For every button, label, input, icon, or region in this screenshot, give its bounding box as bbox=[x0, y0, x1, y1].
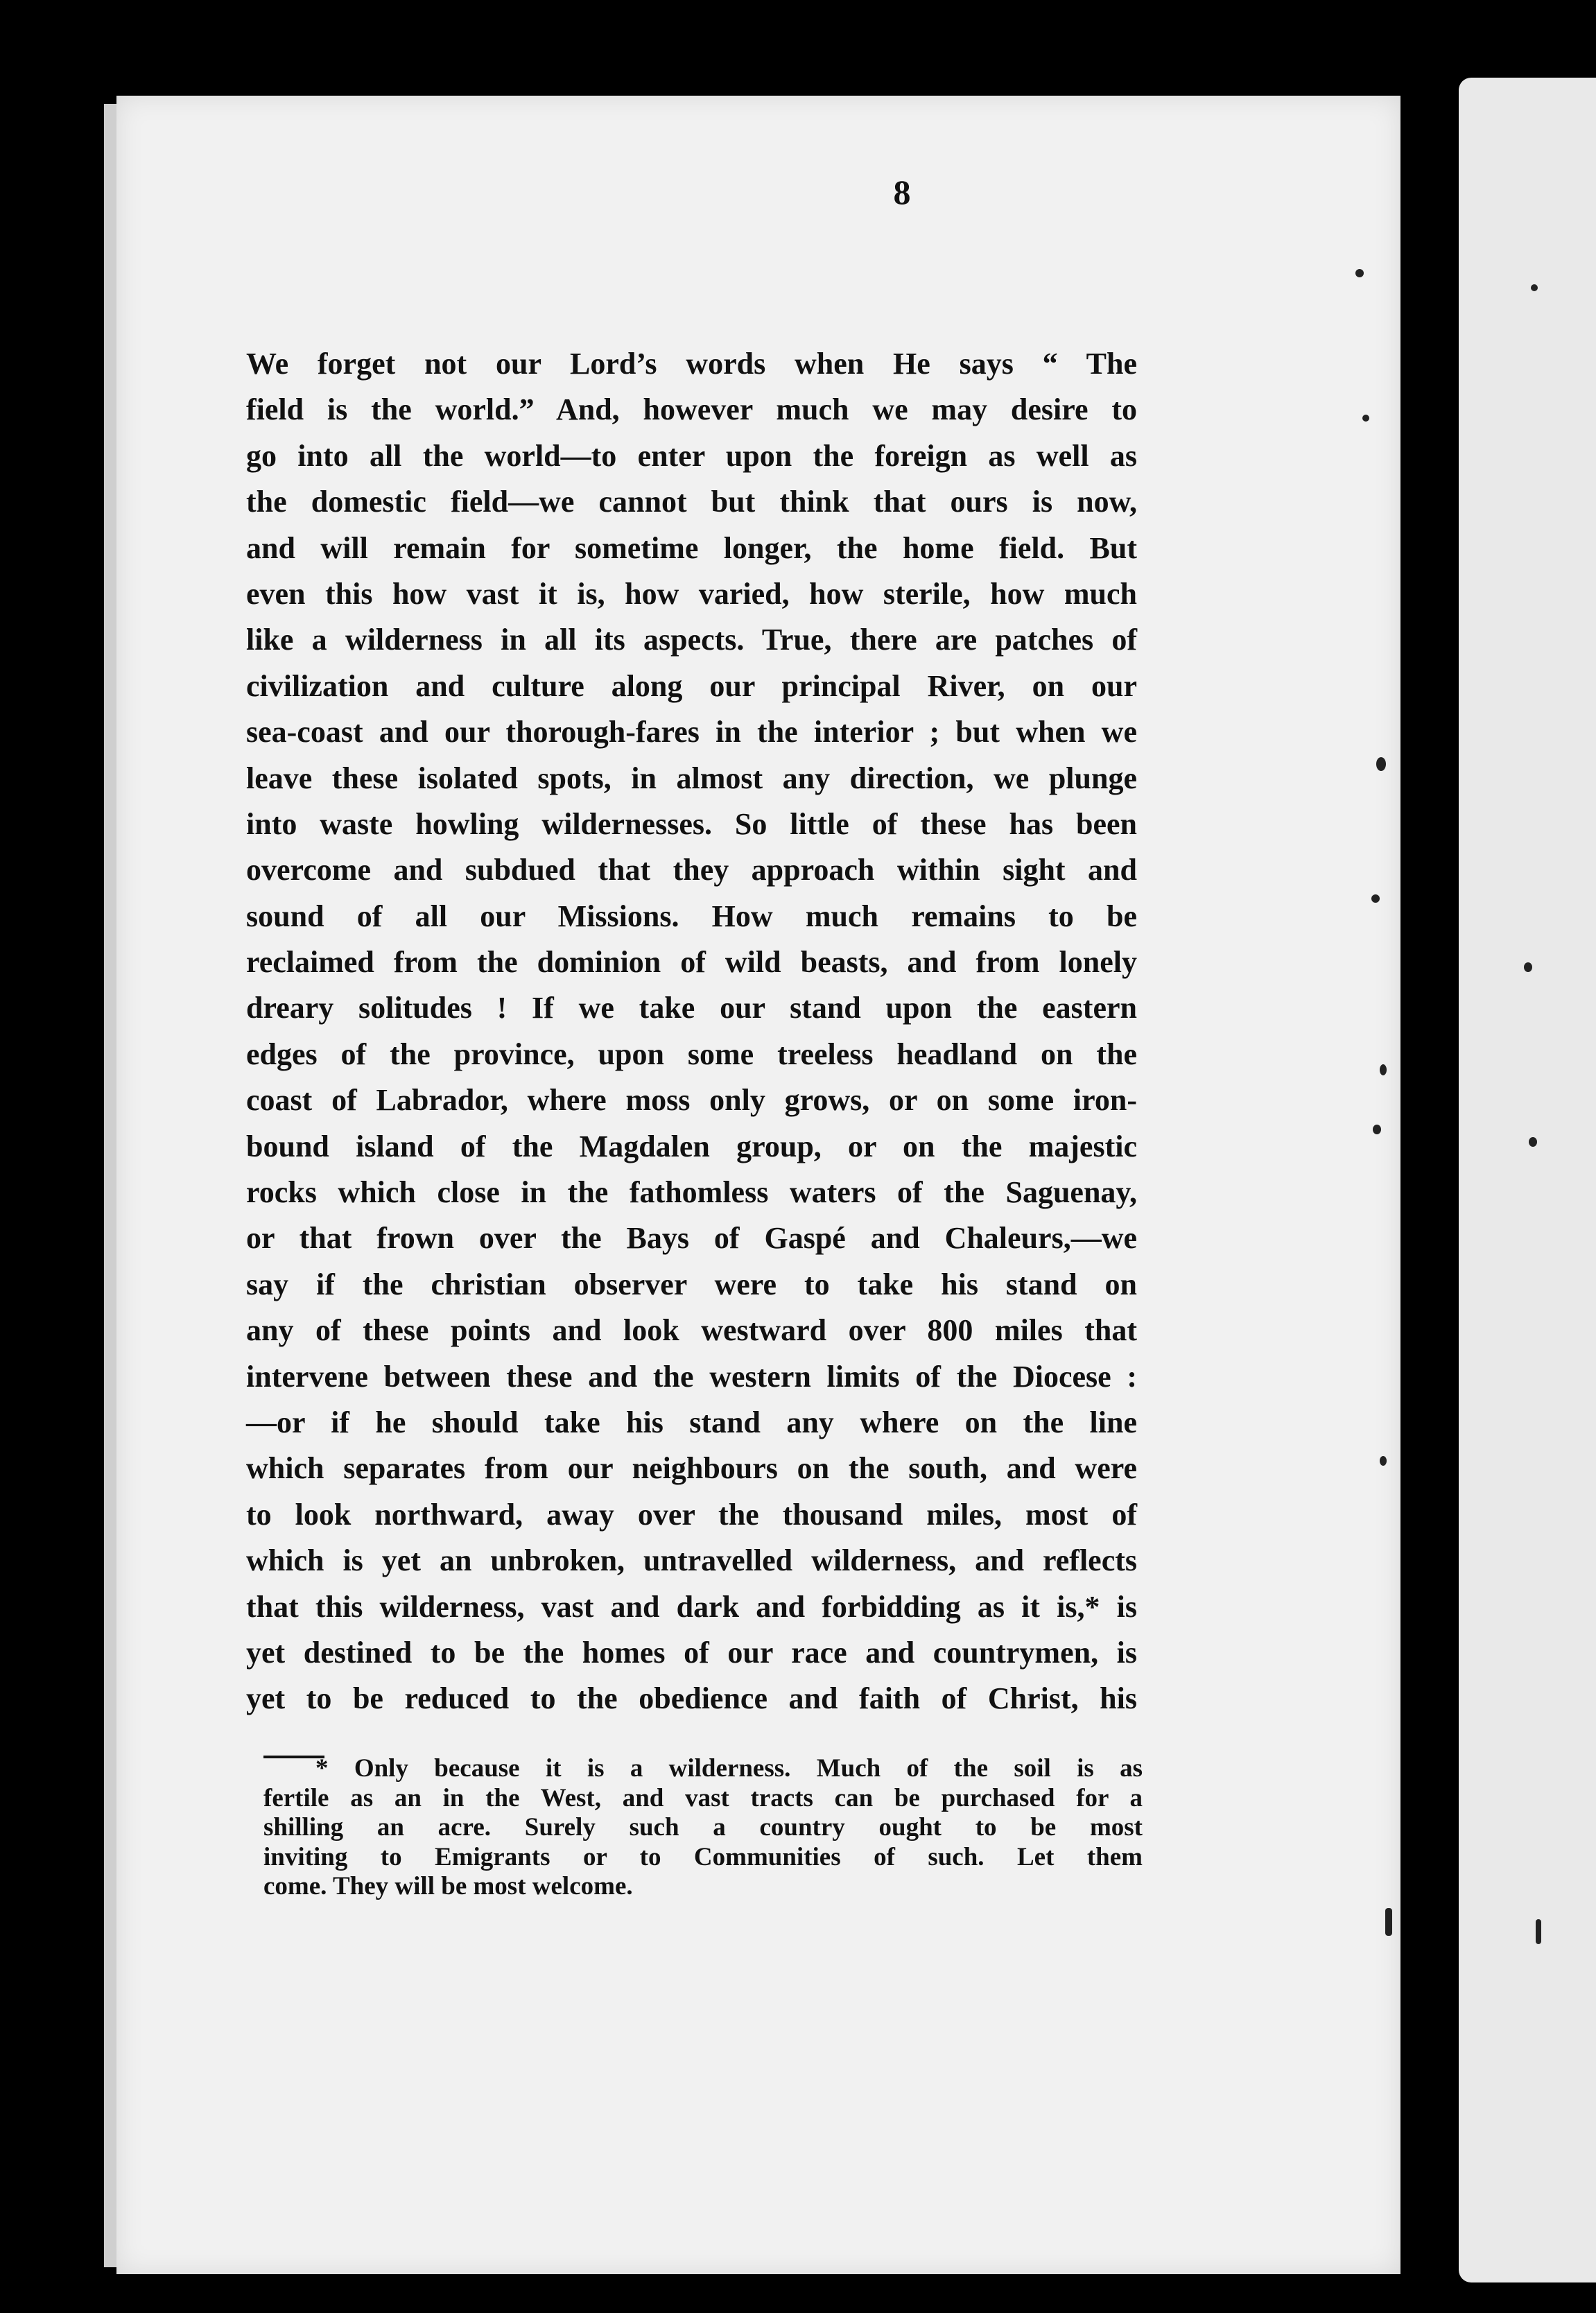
body-line: sound of all our Missions. How much remains to be bbox=[246, 899, 1137, 933]
body-line: civilization and culture along our principal River, on our bbox=[246, 668, 1137, 703]
body-line: that this wilderness, vast and dark and forbidding as it is,* is bbox=[246, 1589, 1137, 1624]
body-line: We forget not our Lord’s words when He says “ The bbox=[246, 347, 1137, 381]
body-line: rocks which close in the fathomless waters of the Saguenay, bbox=[246, 1175, 1137, 1210]
scan-speck bbox=[1524, 962, 1532, 972]
scan-speck bbox=[1362, 415, 1369, 422]
body-line: and will remain for sometime longer, the home field. But bbox=[246, 530, 1137, 565]
body-line: coast of Labrador, where moss only grows, or on some iron- bbox=[246, 1083, 1137, 1118]
body-line: yet to be reduced to the obedience and faith of Christ, his bbox=[246, 1681, 1137, 1716]
scan-speck bbox=[1531, 284, 1538, 291]
footnote-line: come. They will be most welcome. bbox=[263, 1872, 633, 1901]
body-line: like a wilderness in all its aspects. True, there are patches of bbox=[246, 623, 1137, 657]
body-line: which is yet an unbroken, untravelled wilderness, and reflects bbox=[246, 1543, 1137, 1578]
body-text bbox=[246, 341, 1137, 1722]
scan-speck bbox=[1380, 1456, 1387, 1466]
body-line: which separates from our neighbours on the south, and were bbox=[246, 1451, 1137, 1486]
body-line: overcome and subdued that they approach within sight and bbox=[246, 853, 1137, 887]
scan-speck bbox=[1355, 269, 1364, 277]
body-line: any of these points and look westward over 800 miles that bbox=[246, 1313, 1137, 1348]
body-line: the domestic field—we cannot but think that ours is now, bbox=[246, 485, 1137, 519]
facing-page-edge bbox=[1459, 78, 1596, 2282]
body-line: sea-coast and our thorough-fares in the interior ; but when we bbox=[246, 715, 1137, 750]
body-line: dreary solitudes ! If we take our stand upon the eastern bbox=[246, 991, 1137, 1025]
scan-speck bbox=[1376, 757, 1386, 771]
footnote bbox=[263, 1754, 1143, 1902]
footnote-line: fertile as an in the West, and vast tracts can be purchased for a bbox=[263, 1783, 1143, 1812]
body-line: go into all the world—to enter upon the foreign as well as bbox=[246, 438, 1137, 473]
body-line: yet destined to be the homes of our race and countrymen, is bbox=[246, 1635, 1137, 1670]
scan-speck bbox=[1373, 1125, 1381, 1134]
footnote-line: inviting to Emigrants or to Communities of such. Let them bbox=[263, 1842, 1143, 1871]
body-line: to look northward, away over the thousand miles, most of bbox=[246, 1497, 1137, 1532]
page-number: 8 bbox=[893, 173, 911, 211]
body-line: field is the world.” And, however much we may desire to bbox=[246, 392, 1137, 427]
scan-speck bbox=[1536, 1919, 1541, 1944]
body-line: even this how vast it is, how varied, how sterile, how much bbox=[246, 576, 1137, 611]
body-line: edges of the province, upon some treeless headland on the bbox=[246, 1037, 1137, 1071]
scan-speck bbox=[1529, 1137, 1537, 1147]
footnote-line: shilling an acre. Surely such a country ought to be most bbox=[263, 1813, 1143, 1842]
body-line: into waste howling wildernesses. So little of these has been bbox=[246, 806, 1137, 841]
body-line: or that frown over the Bays of Gaspé and Chaleurs,—we bbox=[246, 1221, 1137, 1256]
footnote-line: * Only because it is a wilderness. Much of the soil is as bbox=[315, 1754, 1143, 1783]
scan-speck bbox=[1385, 1908, 1392, 1936]
body-line: say if the christian observer were to take his stand on bbox=[246, 1267, 1137, 1301]
body-line: —or if he should take his stand any where on the line bbox=[246, 1405, 1137, 1439]
body-line: reclaimed from the dominion of wild beasts, and from lonely bbox=[246, 945, 1137, 980]
body-line: leave these isolated spots, in almost any direction, we plunge bbox=[246, 761, 1137, 795]
scan-speck bbox=[1380, 1064, 1387, 1075]
body-line: intervene between these and the western limits of the Diocese : bbox=[246, 1359, 1137, 1394]
body-line: bound island of the Magdalen group, or on the majestic bbox=[246, 1129, 1137, 1163]
scan-speck bbox=[1371, 894, 1380, 903]
